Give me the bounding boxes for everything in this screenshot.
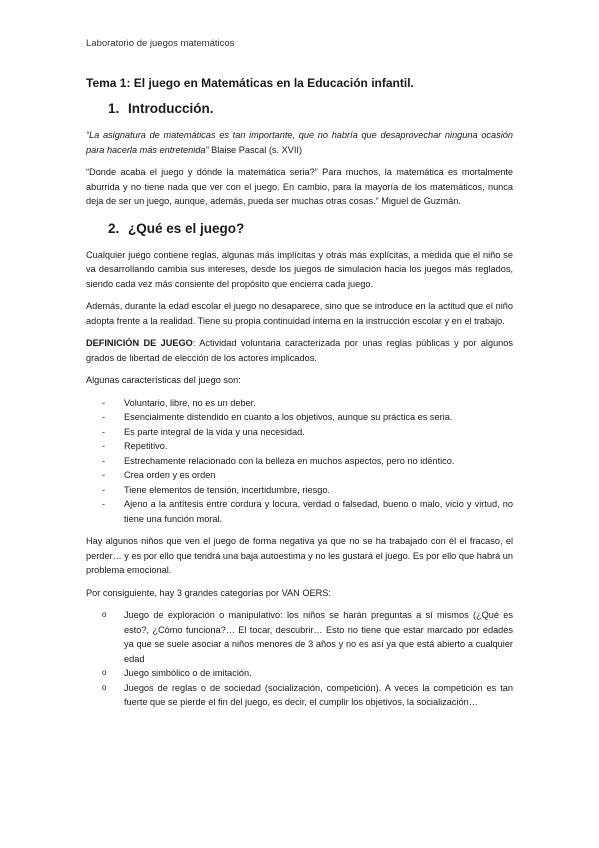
section-2-title: ¿Qué es el juego?	[128, 220, 245, 236]
section-2-heading	[108, 221, 513, 236]
pascal-quote	[86, 128, 513, 157]
circle-marker: o	[102, 610, 107, 619]
dash-marker: -	[102, 397, 106, 408]
dash-marker: -	[102, 455, 106, 466]
pascal-quote-author: Blaise Pascal (s. XVII)	[208, 144, 303, 155]
list-item: - Esencialmente distendido en cuanto a los objetivos, aunque su práctica es seria.	[86, 410, 513, 425]
guzman-quote: “Donde acaba el juego y dónde la matemática seria?” Para muchos, la matemática es mortalmente aburrida y no tiene nada que ver con el juego. En cambio, para la mayoría de los matemáticos, nunca deja de ser un juego, aunque, además, pueda ser muchas otras cosas.” Miguel de Guzmán.	[86, 167, 513, 206]
list-item: - Voluntario, libre, no es un deber.	[86, 396, 513, 411]
section-1-number: 1.	[108, 101, 120, 116]
list-item: - Tiene elementos de tensión, incertidumbre, riesgo.	[86, 483, 513, 498]
page-header: Laboratorio de juegos matemáticos	[86, 38, 235, 49]
dash-marker: -	[102, 499, 106, 509]
list-item: - Crea orden y es orden	[86, 468, 513, 483]
dash-marker: -	[102, 441, 106, 451]
dash-marker: -	[102, 426, 106, 437]
pascal-quote-text: “La asignatura de matemáticas es tan importante, que no habría que desaprovechar ninguna ocasión para hacerla más entretenida”	[86, 130, 513, 155]
list-item: - Estrechamente relacionado con la belleza en muchos aspectos, pero no idéntico.	[86, 454, 513, 469]
characteristics-list	[86, 396, 513, 527]
definition-text: : Actividad voluntaria caracterizada por unas reglas públicas y por algunos grados de libertad de elección de los actores implicados.	[86, 338, 513, 363]
dash-marker: -	[102, 470, 106, 480]
characteristics-intro: Algunas características del juego son:	[86, 375, 241, 385]
dash-marker: -	[102, 412, 106, 422]
section-2-number: 2.	[108, 220, 120, 236]
section-1-heading	[108, 101, 513, 116]
definition-paragraph	[86, 336, 513, 365]
document-title: Tema 1: El juego en Matemáticas en la Educación infantil.	[86, 76, 414, 90]
list-item: o Juego de exploración o manipulativo: los niños se harán preguntas a sí mismos (¿Qué es esto?, ¿Cómo funciona?… El tocar, descubrir… Esto no tiene que estar marcado por edades ya que se suele asociar a niños menores de 3 años y no es así ya que está abierto a cualquier edad	[102, 610, 513, 664]
list-item: o Juego simbólico o de imitación.	[86, 666, 513, 681]
list-item: - Es parte integral de la vida y una necesidad.	[86, 425, 513, 440]
paragraph-edad-escolar: Además, durante la edad escolar el juego no desaparece, sino que se introduce en la actitud que el niño adopta frente a la realidad. Tiene su propia continuidad interna en la instrucción escolar y en el trabajo.	[86, 301, 513, 326]
list-item: - Repetitivo.	[86, 439, 513, 454]
categories-list	[86, 608, 513, 710]
paragraph-negativo: Hay algunos niños que ven el juego de forma negativa ya que no se ha trabajado con él el fracaso, el perder… y es por ello que tendrá una baja autoestima y no les gustará el juego. Es por ello que habrá un problema emocional.	[86, 536, 513, 575]
definition-label: DEFINICIÓN DE JUEGO	[86, 338, 193, 348]
dash-marker: -	[102, 484, 106, 495]
categories-intro: Por consiguiente, hay 3 grandes categorías por VAN OERS:	[86, 587, 331, 598]
circle-marker: o	[102, 668, 107, 677]
list-item: - Ajeno a la antítesis entre cordura y locura, verdad o falsedad, bueno o malo, vicio y virtud, no tiene una función moral.	[102, 499, 513, 524]
paragraph-reglas: Cualquier juego contiene reglas, algunas más implícitas y otras más explícitas, a medida que el niño se va desarrollando cambia sus intereses, desde los juegos de simulación hacia los juegos más reglados, siendo cada vez más consiente del propósito que encierra cada juego.	[86, 249, 513, 289]
list-item: o Juegos de reglas o de sociedad (socialización, competición). A veces la competición es tan fuerte que se pierde el fin del juego, es decir, el cumplir los objetivos, la socialización…	[102, 682, 513, 707]
circle-marker: o	[102, 682, 107, 692]
section-1-title: Introducción.	[128, 101, 214, 116]
